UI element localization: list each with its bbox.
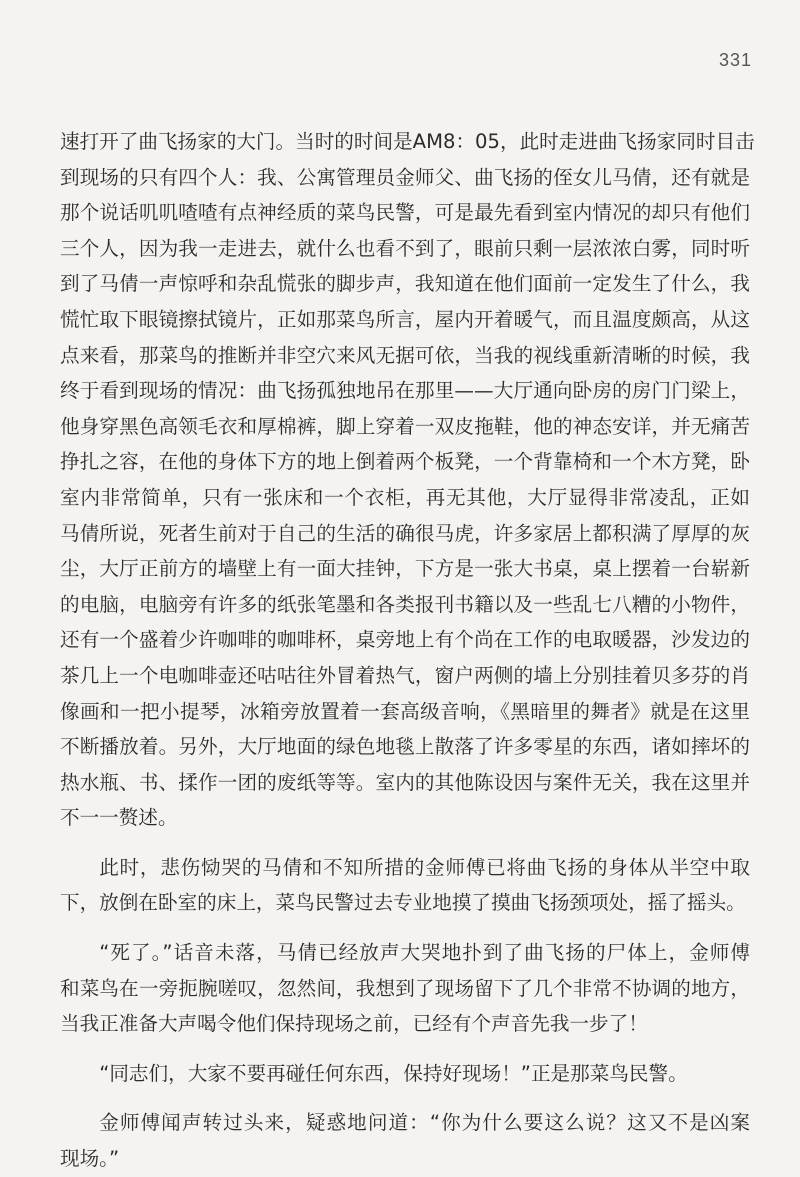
text-line: 还有一个盛着少许咖啡的咖啡杯，桌旁地上有个尚在工作的电取暖器，沙发边的 (60, 628, 750, 652)
text-line: 茶几上一个电咖啡壶还咕咕往外冒着热气，窗户两侧的墙上分别挂着贝多芬的肖 (60, 663, 750, 687)
text-line: 的电脑，电脑旁有许多的纸张笔墨和各类报刊书籍以及一些乱七八糟的小物件， (60, 592, 750, 616)
text-line: 三个人，因为我一走进去，就什么也看不到了，眼前只剩一层浓浓白雾，同时听 (60, 236, 750, 260)
text-line: 热水瓶、书、揉作一团的废纸等等。室内的其他陈设因与案件无关，我在这里并 (60, 770, 750, 794)
paragraph (60, 124, 755, 836)
text-line: 不断播放着。另外，大厅地面的绿色地毯上散落了许多零星的东西，诸如摔坏的 (60, 735, 750, 759)
text-line: 室内非常简单，只有一张床和一个衣柜，再无其他，大厅显得非常凌乱，正如 (60, 485, 750, 509)
text-line: 不一一赘述。 (60, 806, 178, 830)
paragraph (60, 935, 750, 1042)
text-line: 下，放倒在卧室的床上，菜鸟民警过去专业地摸了摸曲飞扬颈项处，摇了摇头。 (60, 891, 746, 915)
text-line: 和菜鸟在一旁扼腕嗟叹，忽然间，我想到了现场留下了几个非常不协调的地方， (60, 976, 750, 1000)
paragraph-spacer (60, 1042, 750, 1056)
text-line: 金师傅闻声转过头来，疑惑地问道：“你为什么要这么说？这又不是凶案 (99, 1111, 750, 1135)
paragraph (60, 850, 750, 921)
text-line: “死了。”话音未落，马倩已经放声大哭地扑到了曲飞扬的尸体上，金师傅 (99, 941, 750, 965)
text-line: 慌忙取下眼镜擦拭镜片，正如那菜鸟所言，屋内开着暖气，而且温度颇高，从这 (60, 307, 750, 331)
text-line: 点来看，那菜鸟的推断并非空穴来风无据可依，当我的视线重新清晰的时候，我 (60, 343, 750, 367)
text-line: 那个说话叽叽喳喳有点神经质的菜鸟民警，可是最先看到室内情况的却只有他们 (60, 201, 750, 225)
text-line: “同志们，大家不要再碰任何东西，保持好现场！”正是那菜鸟民警。 (99, 1061, 688, 1085)
text-line: 速打开了曲飞扬家的大门。当时的时间是AM8：05，此时走进曲飞扬家同时目击 (60, 130, 755, 153)
text-line: 此时，悲伤恸哭的马倩和不知所措的金师傅已将曲飞扬的身体从半空中取 (99, 855, 750, 879)
text-line: 尘，大厅正前方的墙壁上有一面大挂钟，下方是一张大书桌，桌上摆着一台崭新 (60, 557, 750, 581)
text-line: 马倩所说，死者生前对于自己的生活的确很马虎，许多家居上都积满了厚厚的灰 (60, 521, 750, 545)
paragraph-spacer (60, 1091, 750, 1105)
paragraph-spacer (60, 836, 750, 850)
page-number: 331 (718, 50, 752, 70)
paragraph (60, 1105, 750, 1176)
text-line: 终于看到现场的情况：曲飞扬孤独地吊在那里——大厅通向卧房的房门门梁上， (60, 379, 750, 403)
text-line: 像画和一把小提琴，冰箱旁放置着一套高级音响，《黑暗里的舞者》就是在这里 (60, 699, 750, 723)
text-line: 到现场的只有四个人：我、公寓管理员金师父、曲飞扬的侄女儿马倩，还有就是 (60, 165, 750, 189)
text-line: 他身穿黑色高领毛衣和厚棉裤，脚上穿着一双皮拖鞋，他的神态安详，并无痛苦 (60, 414, 750, 438)
text-line: 现场。” (60, 1147, 120, 1171)
paragraph (60, 1056, 750, 1092)
text-line: 到了马倩一声惊呼和杂乱慌张的脚步声，我知道在他们面前一定发生了什么，我 (60, 272, 750, 296)
paragraph-spacer (60, 921, 750, 935)
body-text (60, 124, 755, 1177)
text-line: 挣扎之容，在他的身体下方的地上倒着两个板凳，一个背靠椅和一个木方凳，卧 (60, 450, 750, 474)
text-line: 当我正准备大声喝令他们保持现场之前，已经有个声音先我一步了！ (60, 1012, 648, 1036)
